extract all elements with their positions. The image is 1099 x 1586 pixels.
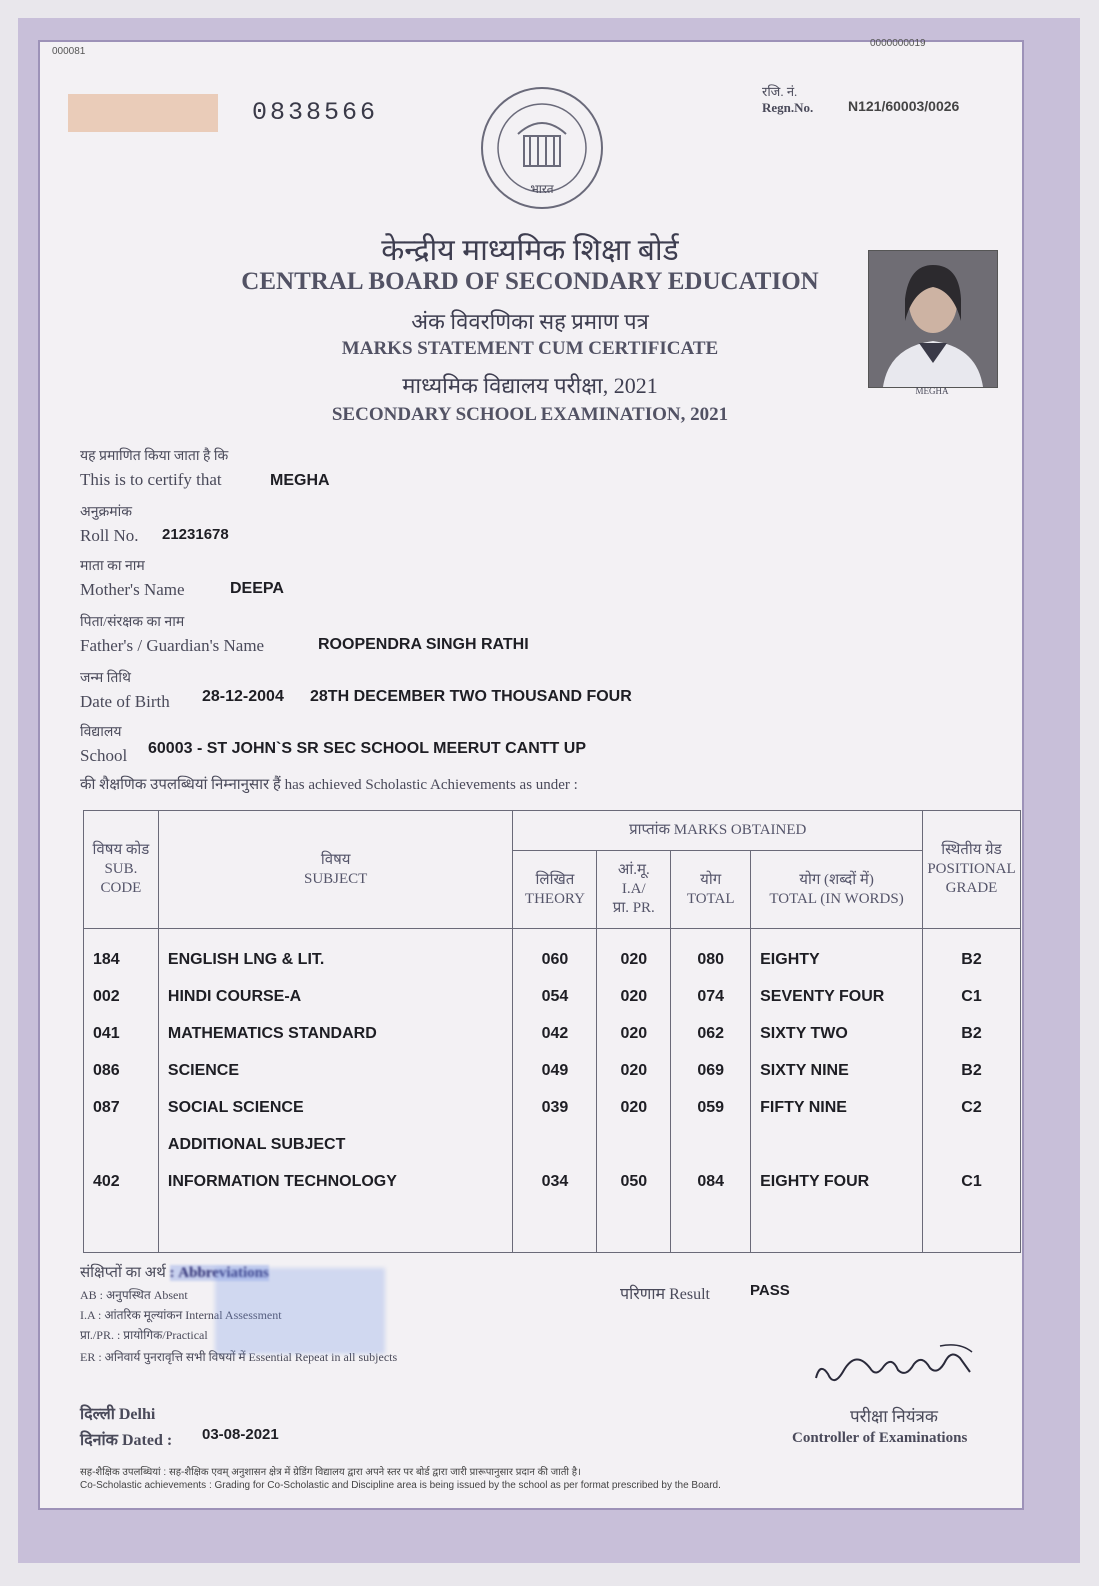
roll-number: 21231678 [162, 526, 229, 543]
place-en: Delhi [118, 1406, 156, 1423]
header-ia-pr: प्रा. PR. [612, 900, 655, 916]
roll-label-en: Roll No. [80, 526, 139, 545]
row-0-code: 184 [93, 951, 120, 968]
abbrev-title-en: : Abbreviations [169, 1265, 269, 1281]
marks-table [83, 810, 1021, 1253]
header-total-en: TOTAL [686, 890, 735, 907]
col-grade [922, 929, 1020, 1253]
header-ia-hi: आं.मू. [617, 862, 650, 878]
row-0-ia: 020 [620, 951, 648, 968]
header-grade [922, 811, 1020, 929]
row-1-words: SEVENTY FOUR [760, 988, 885, 1005]
board-title-hi: केन्द्रीय माध्यमिक शिक्षा बोर्ड [381, 234, 679, 267]
row-0-theory: 060 [541, 951, 569, 968]
header-code-en2: CODE [100, 880, 142, 896]
spacer [924, 1126, 1019, 1163]
row-0-grade: B2 [961, 951, 982, 968]
school-label-hi: विद्यालय [80, 725, 122, 740]
orange-stamp [68, 94, 218, 132]
add-row-total: 084 [697, 1173, 725, 1190]
header-theory [513, 851, 597, 929]
add-row-words: EIGHTY FOUR [760, 1173, 870, 1190]
cert-title-hi: अंक विवरणिका सह प्रमाण पत्र [411, 309, 649, 334]
row-3-total: 069 [697, 1062, 725, 1079]
father-label-hi: पिता/संरक्षक का नाम [80, 615, 185, 630]
header-total [671, 851, 751, 929]
dob-words: 28TH DECEMBER TWO THOUSAND FOUR [310, 688, 632, 705]
header-total-words [751, 851, 923, 929]
result-label-en: Result [669, 1286, 710, 1303]
certify-label-hi: यह प्रमाणित किया जाता है कि [80, 449, 229, 464]
header-marks-obtained: प्राप्तांक MARKS OBTAINED [513, 811, 923, 851]
abbrev-er: ER : अनिवार्य पुनरावृत्ति सभी विषयों में Essential Repeat in all subjects [80, 1350, 398, 1364]
mother-label-hi: माता का नाम [80, 559, 145, 574]
result-label [620, 1282, 710, 1304]
certificate-paper [38, 40, 1024, 1510]
row-1-total: 074 [697, 988, 725, 1005]
row-3-theory: 049 [541, 1062, 569, 1079]
col-code [84, 929, 159, 1253]
header-total-hi: योग [700, 871, 722, 888]
add-row-theory: 034 [541, 1173, 569, 1190]
row-3-grade: B2 [961, 1062, 982, 1079]
row-4-subject: SOCIAL SCIENCE [167, 1099, 304, 1116]
header-theory-en: THEORY [524, 890, 585, 907]
dob-label-hi: जन्म तिथि [80, 671, 131, 686]
abbrev-title-hi: संक्षिप्तों का अर्थ [80, 1265, 166, 1281]
header-theory-hi: लिखित [535, 871, 575, 888]
header-words-en: TOTAL (IN WORDS) [769, 890, 904, 907]
row-3-words: SIXTY NINE [760, 1062, 849, 1079]
row-4-grade: C2 [961, 1099, 982, 1116]
student-name: MEGHA [270, 472, 330, 489]
row-2-total: 062 [697, 1025, 725, 1042]
header-grade-en1: POSITIONAL [927, 861, 1016, 877]
place-hi: दिल्ली [80, 1406, 115, 1423]
header-grade-en2: GRADE [945, 880, 998, 896]
board-title-en: CENTRAL BOARD OF SECONDARY EDUCATION [241, 268, 819, 295]
spacer [85, 1126, 157, 1163]
row-1-code: 002 [93, 988, 120, 1005]
dated-en: Dated : [121, 1432, 173, 1449]
row-4-ia: 020 [620, 1099, 648, 1116]
result-value: PASS [750, 1282, 790, 1299]
row-3-ia: 020 [620, 1062, 648, 1079]
mother-label-en: Mother's Name [80, 580, 185, 599]
row-4-code: 087 [93, 1099, 120, 1116]
col-theory [513, 929, 597, 1253]
abbrev-pr: प्रा./PR. : प्रायोगिक/Practical [80, 1328, 208, 1342]
header-words-hi: योग (शब्दों में) [799, 871, 874, 888]
header-subject [158, 811, 513, 929]
abbrev-ab: AB : अनुपस्थित Absent [80, 1288, 188, 1302]
photo-caption: MEGHA [915, 386, 949, 396]
achievement-line [80, 774, 578, 794]
achievement-en: has achieved Scholastic Achievements as under : [284, 777, 578, 793]
spacer [598, 1126, 669, 1163]
school-name: 60003 - ST JOHN`S SR SEC SCHOOL MEERUT CANTT UP [148, 740, 586, 757]
row-0-words: EIGHTY [760, 951, 820, 968]
row-4-words: FIFTY NINE [760, 1099, 847, 1116]
spacer [672, 1126, 749, 1163]
student-photo [868, 250, 998, 388]
regn-label-hi: रजि. नं. [762, 84, 798, 99]
note-en: Co-Scholastic achievements : Grading for Co-Scholastic and Discipline area is being issued by the school as per format prescribed by the Board. [80, 1480, 721, 1491]
emblem-text: भारत [530, 182, 554, 196]
dob-label-en: Date of Birth [80, 692, 170, 711]
row-3-subject: SCIENCE [167, 1062, 240, 1079]
person-icon [869, 251, 997, 387]
col-words [751, 929, 923, 1253]
exam-title-en: SECONDARY SCHOOL EXAMINATION, 2021 [331, 404, 729, 425]
result-label-hi: परिणाम [620, 1286, 666, 1303]
roll-label-hi: अनुक्रमांक [80, 505, 132, 520]
add-row-subject: INFORMATION TECHNOLOGY [167, 1173, 397, 1190]
add-row-ia: 050 [620, 1173, 648, 1190]
row-4-theory: 039 [541, 1099, 569, 1116]
school-label-en: School [80, 746, 128, 765]
controller-title-hi: परीक्षा नियंत्रक [850, 1407, 938, 1426]
row-0-total: 080 [697, 951, 725, 968]
row-2-ia: 020 [620, 1025, 648, 1042]
row-1-ia: 020 [620, 988, 648, 1005]
dob-value: 28-12-2004 [202, 688, 284, 705]
col-ia [597, 929, 671, 1253]
col-total [671, 929, 751, 1253]
father-name: ROOPENDRA SINGH RATHI [318, 636, 529, 653]
row-2-grade: B2 [961, 1025, 982, 1042]
header-subject-hi: विषय [320, 851, 351, 868]
row-2-theory: 042 [541, 1025, 569, 1042]
row-0-subject: ENGLISH LNG & LIT. [167, 951, 325, 968]
row-3-code: 086 [93, 1062, 120, 1079]
row-1-subject: HINDI COURSE-A [167, 988, 302, 1005]
header-sub-code [84, 811, 159, 929]
additional-subject-label: ADDITIONAL SUBJECT [167, 1136, 346, 1153]
dated-hi: दिनांक [80, 1432, 118, 1449]
add-row-code: 402 [93, 1173, 120, 1190]
regn-label-en: Regn.No. [762, 100, 814, 115]
blue-highlight [215, 1268, 385, 1354]
place-label [80, 1402, 155, 1424]
row-2-code: 041 [93, 1025, 120, 1042]
spacer [514, 1126, 595, 1163]
father-label-en: Father's / Guardian's Name [80, 636, 265, 655]
col-subject [158, 929, 513, 1253]
header-subject-en: SUBJECT [303, 870, 368, 887]
header-ia [597, 851, 671, 929]
exam-title-hi: माध्यमिक विद्यालय परीक्षा, 2021 [402, 373, 658, 398]
abbrev-ia: I.A : आंतरिक मूल्यांकन Internal Assessment [80, 1308, 282, 1322]
row-4-total: 059 [697, 1099, 725, 1116]
cbse-emblem [478, 84, 606, 212]
certify-label-en: This is to certify that [80, 470, 222, 489]
cert-title-en: MARKS STATEMENT CUM CERTIFICATE [341, 338, 719, 359]
signature-icon [810, 1338, 980, 1398]
row-2-subject: MATHEMATICS STANDARD [167, 1025, 377, 1042]
regn-number: N121/60003/0026 [848, 98, 960, 114]
row-2-words: SIXTY TWO [760, 1025, 848, 1042]
achievement-hi: की शैक्षणिक उपलब्धियां निम्नानुसार हैं [80, 777, 281, 793]
left-code: 000081 [52, 46, 86, 57]
note-hi: सह-शैक्षिक उपलब्धियां : सह-शैक्षिक एवम् अनुशासन क्षेत्र में ग्रेडिंग विद्यालय द्वारा अपने स्तर पर बोर्ड द्वारा जारी प्रारूपानुसार प्रदान की जाती है। [80, 1467, 581, 1478]
header-code-hi: विषय कोड [92, 842, 150, 858]
header-grade-hi: स्थितीय ग्रेड [941, 842, 1002, 858]
header-ia-en: I.A/ [621, 881, 646, 897]
controller-title-en: Controller of Examinations [792, 1430, 968, 1446]
add-row-grade: C1 [961, 1173, 982, 1190]
mother-name: DEEPA [230, 580, 284, 597]
row-1-grade: C1 [961, 988, 982, 1005]
header-code-en1: SUB. [104, 861, 138, 877]
spacer [752, 1126, 921, 1163]
right-code: 0000000019 [870, 38, 926, 49]
serial-number: 0838566 [252, 98, 379, 127]
issue-date: 03-08-2021 [202, 1426, 279, 1443]
row-1-theory: 054 [541, 988, 569, 1005]
controller-signature [810, 1338, 980, 1398]
dated-label [80, 1428, 172, 1450]
